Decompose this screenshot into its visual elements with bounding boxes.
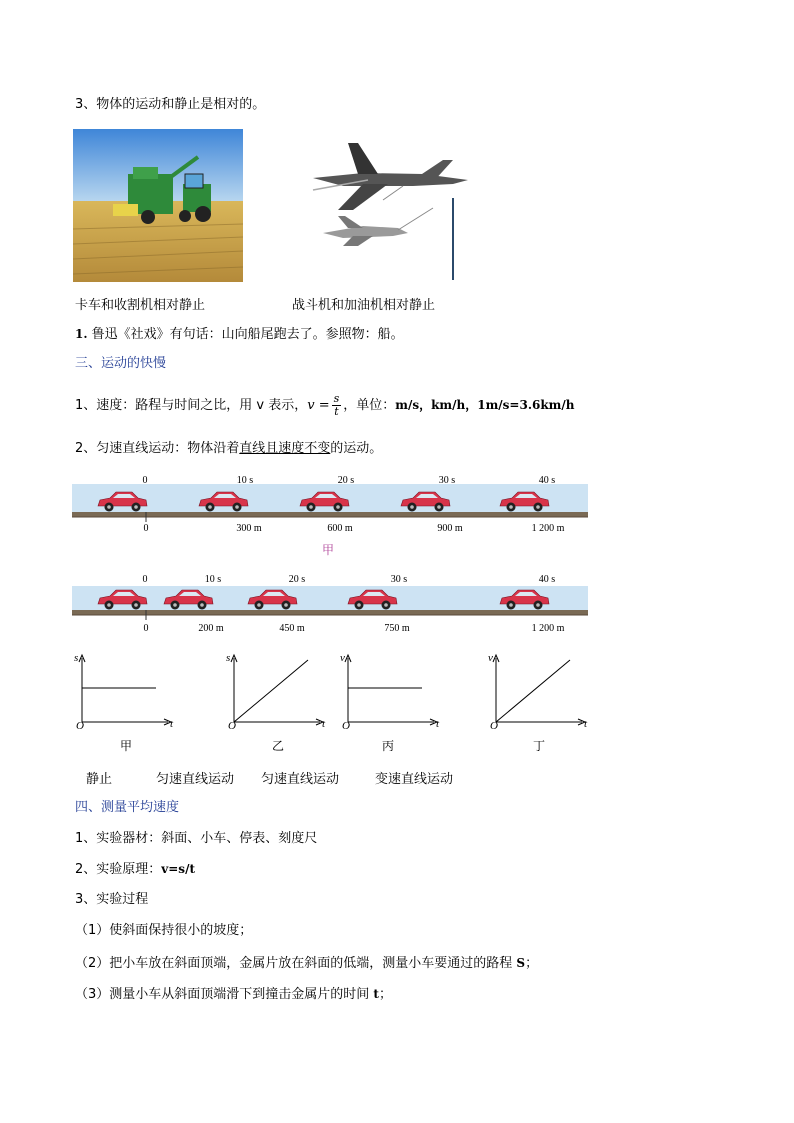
speed-units: m/s，km/h，1m/s=3.6km/h <box>395 398 575 412</box>
graph-caption: 变速直线运动 <box>375 772 454 787</box>
step2-prefix: （2）把小车放在斜面顶端，金属片放在斜面的低端，测量小车要通过的路程 <box>75 956 517 971</box>
strip-2-drawing <box>72 572 588 636</box>
graph-axes-4 <box>484 650 594 735</box>
graph-caption: 静止 <box>86 772 113 787</box>
section-relative-line: 3、物体的运动和静止是相对的。 <box>75 97 266 112</box>
heading-measure: 四、测量平均速度 <box>75 800 180 815</box>
graph-2 <box>222 650 332 735</box>
graph-origin-label: O <box>76 720 84 732</box>
time-label-s2: 20 s <box>288 574 306 585</box>
step3-prefix: （3）测量小车从斜面顶端滑下到撞击金属片的时间 <box>75 987 374 1002</box>
measure-item-2 <box>75 860 195 879</box>
car-strip-2 <box>72 572 588 636</box>
graph-axes-3 <box>336 650 446 735</box>
graph-line <box>496 660 570 722</box>
caption-fighter-tanker: 战斗机和加油机相对静止 <box>292 298 436 313</box>
time-label-s2: 40 s <box>538 574 556 585</box>
graph-x-axis-label: t <box>584 718 588 730</box>
heading-speed: 三、运动的快慢 <box>75 356 167 371</box>
graph-axes-1 <box>70 650 180 735</box>
caption-truck-harvester: 卡车和收割机相对静止 <box>75 298 206 313</box>
graph-caption: 匀速直线运动 <box>156 772 235 787</box>
distance-label-s1: 900 m <box>437 523 463 534</box>
uniform-motion-line <box>75 440 382 458</box>
graph-axes-2 <box>222 650 332 735</box>
graph-name: 乙 <box>272 739 285 753</box>
graph-y-axis-label: v <box>488 652 493 664</box>
speed-units-prefix: ，单位： <box>343 398 396 413</box>
road-s1 <box>72 512 588 517</box>
measure-step-1: （1）使斜面保持很小的坡度； <box>75 923 253 938</box>
graph-y-axis-label: s <box>74 652 79 664</box>
graph-name: 甲 <box>120 739 133 753</box>
time-label-s2: 0 <box>142 574 148 585</box>
distance-label-s1: 0 <box>143 523 149 534</box>
uniform-underlined: 直线且速度不变 <box>239 441 331 456</box>
distance-label-s2: 0 <box>143 623 149 634</box>
note-number: 1. <box>75 327 88 341</box>
graph-name: 丙 <box>382 739 395 753</box>
formula-v: v = <box>307 398 330 413</box>
speed-prefix: 1、速度：路程与时间之比，用 v 表示， <box>75 398 308 413</box>
time-label-s1: 30 s <box>438 475 456 486</box>
measure-step-2 <box>75 954 538 973</box>
note-line <box>75 325 404 344</box>
road-s2 <box>72 610 588 615</box>
time-label-s1: 10 s <box>236 475 254 486</box>
time-label-s2: 30 s <box>390 574 408 585</box>
graph-origin-label: O <box>490 720 498 732</box>
measure-item-3: 3、实验过程 <box>75 892 149 907</box>
graph-origin-label: O <box>342 720 350 732</box>
distance-label-s2: 450 m <box>279 623 305 634</box>
fraction-denominator: t <box>334 405 339 418</box>
distance-label-s2: 1 200 m <box>531 623 565 634</box>
uniform-prefix: 2、匀速直线运动：物体沿着 <box>75 441 240 456</box>
graph-x-axis-label: t <box>436 718 440 730</box>
graph-name: 丁 <box>533 739 546 753</box>
distance-label-s2: 750 m <box>384 623 410 634</box>
graph-x-axis-label: t <box>322 718 326 730</box>
graph-y-axis-label: s <box>226 652 231 664</box>
graph-1 <box>70 650 180 735</box>
refueling-airplanes-image <box>303 138 473 283</box>
step2-var: S <box>516 956 526 970</box>
item2-formula: v=s/t <box>161 862 195 876</box>
distance-label-s1: 600 m <box>327 523 353 534</box>
harvester-photo <box>73 129 243 282</box>
time-label-s1: 0 <box>142 475 148 486</box>
time-label-s2: 10 s <box>204 574 222 585</box>
time-label-s1: 20 s <box>337 475 355 486</box>
graph-y-axis-label: v <box>340 652 345 664</box>
graph-line <box>234 660 308 722</box>
time-label-s1: 40 s <box>538 475 556 486</box>
speed-definition-line <box>75 392 574 419</box>
uniform-suffix: 的运动。 <box>330 441 383 456</box>
step3-suffix: ； <box>378 987 392 1002</box>
measure-step-3 <box>75 985 392 1004</box>
fraction-numerator: s <box>333 392 340 405</box>
step2-suffix: ； <box>525 956 539 971</box>
distance-label-s1: 300 m <box>236 523 262 534</box>
graph-caption: 匀速直线运动 <box>261 772 340 787</box>
distance-label-s1: 1 200 m <box>531 523 565 534</box>
strip-1-label: 甲 <box>322 543 335 557</box>
graph-x-axis-label: t <box>170 718 174 730</box>
graph-4 <box>484 650 594 735</box>
graph-3 <box>336 650 446 735</box>
speed-fraction <box>332 393 342 418</box>
item2-prefix: 2、实验原理： <box>75 862 162 877</box>
distance-label-s2: 200 m <box>198 623 224 634</box>
step3-var: t <box>373 987 379 1001</box>
note-text: 鲁迅《社戏》有句话：山向船尾跑去了。参照物：船。 <box>91 327 404 342</box>
measure-item-1: 1、实验器材：斜面、小车、停表、刻度尺 <box>75 831 318 846</box>
graph-origin-label: O <box>228 720 236 732</box>
